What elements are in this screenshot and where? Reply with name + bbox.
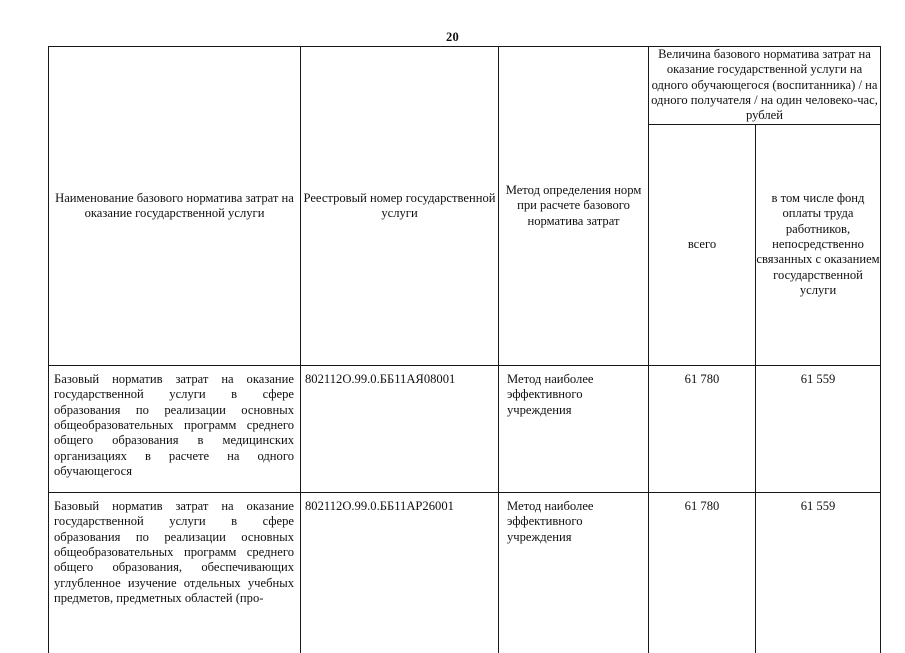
header-cell-method: Метод определения норм при расчете базового норматива затрат bbox=[499, 47, 649, 366]
header-cell-wage-fund: в том числе фонд оплаты труда работников, непосредственно связанных с оказанием государственной услуги bbox=[756, 124, 881, 365]
header-cell-value-group: Величина базового норматива затрат на оказание государственной услуги на одного обучающегося (воспитанника) / на одного получателя / на один человеко-час, рублей bbox=[649, 47, 881, 125]
header-cell-registry-number: Реестровый номер государственной услуги bbox=[301, 47, 499, 366]
base-standard-costs-table bbox=[48, 46, 881, 653]
table-header-row-1 bbox=[49, 47, 881, 125]
table-body bbox=[49, 365, 881, 653]
page-number: 20 bbox=[446, 30, 459, 44]
table-header bbox=[49, 47, 881, 366]
cell-name: Базовый норматив затрат на оказание государственной услуги в сфере образования по реализации основных общеобразовательных программ среднего общего образования в медицинских организациях в расчете на одного обучающегося bbox=[49, 365, 301, 492]
cell-method: Метод наиболее эффективного учреждения bbox=[499, 365, 649, 492]
cell-wage-fund: 61 559 bbox=[756, 365, 881, 492]
cell-total: 61 780 bbox=[649, 492, 756, 653]
cell-wage-fund: 61 559 bbox=[756, 492, 881, 653]
cell-name: Базовый норматив затрат на оказание государственной услуги в сфере образования по реализации основных общеобразовательных программ среднего общего образования, обеспечивающих углубленное изучение отдельных учебных предметов, предметных областей (про- bbox=[49, 492, 301, 653]
cell-registry-number: 802112О.99.0.ББ11АЯ08001 bbox=[301, 365, 499, 492]
cell-registry-number: 802112О.99.0.ББ11АР26001 bbox=[301, 492, 499, 653]
header-cell-name: Наименование базового норматива затрат на оказание государственной услуги bbox=[49, 47, 301, 366]
table-row bbox=[49, 492, 881, 653]
cell-total: 61 780 bbox=[649, 365, 756, 492]
cell-method: Метод наиболее эффективного учреждения bbox=[499, 492, 649, 653]
table-row bbox=[49, 365, 881, 492]
header-cell-total: всего bbox=[649, 124, 756, 365]
